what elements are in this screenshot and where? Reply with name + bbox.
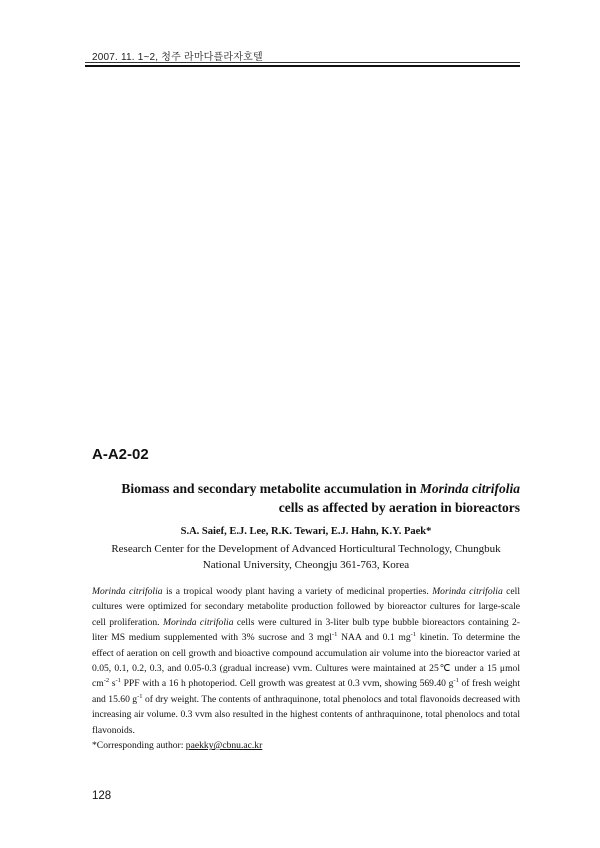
superscript: -1 bbox=[331, 631, 338, 639]
title-part1: Biomass and secondary metabolite accumulation in bbox=[121, 481, 420, 496]
abstract-code: A-A2-02 bbox=[92, 446, 149, 463]
abstract-body bbox=[92, 584, 520, 753]
affiliation-line1: Research Center for the Development of Advanced Horticultural Technology, Chungbuk bbox=[111, 543, 501, 555]
author-list: S.A. Saief, E.J. Lee, R.K. Tewari, E.J. Hahn, K.Y. Paek* bbox=[180, 526, 432, 537]
abstract-text: of dry weight. The contents of anthraquinone, total phenolocs and total flavonoids decreased with increasing air volume. 0.3 vvm also resulted in the highest contents of anthraquinone, total phenolocs and total flavonoids. bbox=[92, 693, 520, 736]
superscript: -1 bbox=[410, 631, 417, 639]
unit-text: μmol cm bbox=[92, 663, 520, 690]
running-header: 2007. 11. 1~2, 청주 라마다플라자호텔 bbox=[92, 52, 263, 63]
paper-title bbox=[92, 479, 520, 517]
abstract-text: cell cultures were optimized for secondary metabolite production followed by bioreactor cultures for large-scale cell proliferation. bbox=[92, 586, 520, 628]
abstract-text: kinetin. To determine the effect of aeration on cell growth and bioactive compound accumulation air volume into the bioreactor varied at 0.05, 0.1, 0.2, 0.3, and 0.05-0.3 (gradual increase) vvm. Cultures were maintained at 25℃ under a 15 bbox=[92, 632, 520, 675]
abstract-text: of fresh weight and 15.60 g bbox=[92, 678, 520, 705]
abstract-text: cells were cultured in 3-liter bulb type bubble bioreactors containing 2-liter MS medium supplemented with 3% sucrose and 3 mgl bbox=[92, 616, 520, 644]
corresponding-email-link[interactable]: paekky@cbnu.ac.kr bbox=[185, 740, 263, 752]
affiliation bbox=[92, 541, 520, 573]
abstract-paragraph bbox=[92, 584, 520, 738]
abstract-text: is a tropical woody plant having a variety of medicinal properties. bbox=[162, 586, 433, 597]
header-rule-thin bbox=[85, 62, 520, 63]
superscript: -1 bbox=[453, 677, 459, 685]
page-number: 128 bbox=[92, 790, 112, 802]
header-rule-thick bbox=[85, 65, 520, 67]
abstract-text: NAA and 0.1 mg bbox=[337, 632, 411, 644]
abstract-text: PPF with a 16 h photoperiod. Cell growth was greatest at 0.3 vvm, showing 569.40 g bbox=[120, 678, 454, 690]
superscript: -2 bbox=[103, 677, 110, 685]
species-name: Morinda citrifolia bbox=[432, 586, 503, 597]
corresponding-label: *Corresponding author: bbox=[92, 740, 186, 752]
title-part2: cells as affected by aeration in bioreactors bbox=[278, 500, 520, 515]
species-name: Morinda citrifolia bbox=[92, 586, 163, 597]
title-species: Morinda citrifolia bbox=[419, 481, 520, 496]
affiliation-line2: National University, Cheongju 361-763, Korea bbox=[202, 559, 410, 571]
superscript: -1 bbox=[137, 692, 143, 700]
unit-text: s bbox=[109, 678, 116, 690]
corresponding-author bbox=[92, 738, 520, 753]
superscript: -1 bbox=[115, 677, 121, 685]
species-name: Morinda citrifolia bbox=[162, 616, 234, 628]
